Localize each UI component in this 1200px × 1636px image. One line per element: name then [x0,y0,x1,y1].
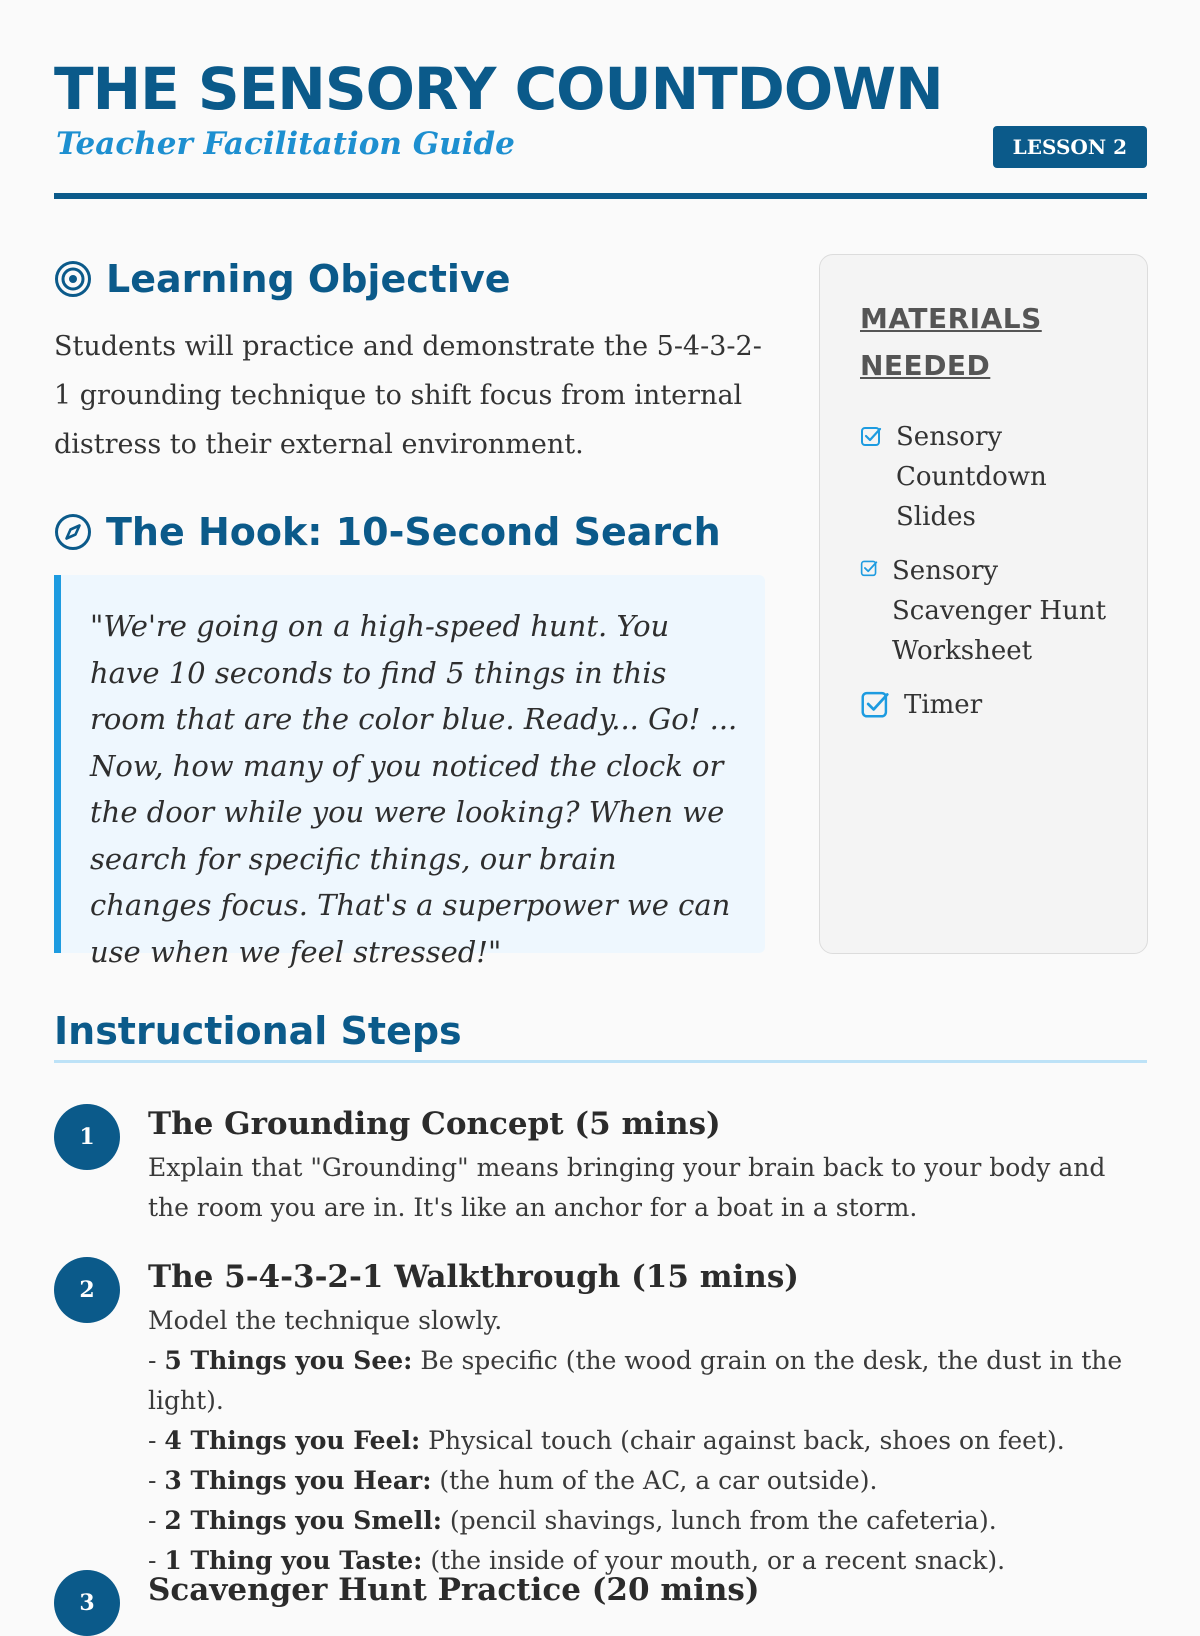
steps-heading: Instructional Steps [54,1009,462,1053]
step-bullet: - 1 Thing you Taste: (the inside of your mouth, or a recent snack). [148,1546,1006,1575]
step-number: 2 [54,1257,120,1323]
checkbox-checked-icon [860,425,882,447]
step-number: 3 [54,1570,120,1636]
step-description: Explain that "Grounding" means bringing your brain back to your body and the room you are in. It's like an anchor for a boat in a storm. [148,1153,1106,1222]
bullet-text: (the inside of your mouth, or a recent snack). [430,1546,1006,1575]
step-title: The Grounding Concept (5 mins) [148,1106,721,1142]
materials-item [860,417,1107,537]
objective-heading-text: Learning Objective [106,257,511,301]
step-title: Scavenger Hunt Practice (20 mins) [148,1572,760,1608]
checkbox-checked-icon [860,559,878,577]
bullet-text: (pencil shavings, lunch from the cafeteria). [449,1506,997,1535]
bullet-text: Physical touch (chair against back, shoes on feet). [428,1426,1065,1455]
step-bullet: - 5 Things you See: Be specific (the wood grain on the desk, the dust in the light). [148,1346,1123,1415]
compass-icon [54,513,92,551]
objective-heading [54,256,511,302]
target-icon [54,260,92,298]
lesson-badge: LESSON 2 [993,126,1147,168]
hook-quote: "We're going on a high-speed hunt. You have 10 seconds to find 5 things in this room that are the color blue. Ready... Go! ... Now, how many of you noticed the clock or the door while you were looking? When we search for specific things, our brain changes focus. That's a superpower we can use when we feel stressed!" [54,575,765,953]
bullet-label: 2 Things you Smell: [164,1506,442,1535]
page-subtitle: Teacher Facilitation Guide [56,126,515,162]
materials-item-label: Sensory Scavenger Hunt Worksheet [892,556,1107,666]
bullet-label: 4 Things you Feel: [164,1426,421,1455]
materials-panel [819,254,1148,954]
header-divider [54,193,1147,199]
step-bullet: - 2 Things you Smell: (pencil shavings, lunch from the cafeteria). [148,1506,997,1535]
materials-title: MATERIALS NEEDED [860,302,1042,382]
page-title: THE SENSORY COUNTDOWN [54,55,943,123]
step-description: Model the technique slowly. [148,1306,503,1335]
objective-text: Students will practice and demonstrate the 5-4-3-2-1 grounding technique to shift focus from internal distress to their external environment. [54,331,762,460]
bullet-label: 3 Things you Hear: [164,1466,432,1495]
checkbox-checked-icon [860,689,890,719]
step-number: 1 [54,1104,120,1170]
materials-item [860,551,1107,671]
bullet-text: Be specific (the wood grain on the desk, the dust in the light). [148,1346,1123,1415]
materials-item [860,685,1107,725]
bullet-label: 5 Things you See: [164,1346,413,1375]
step-bullet: - 3 Things you Hear: (the hum of the AC, a car outside). [148,1466,878,1495]
bullet-text: (the hum of the AC, a car outside). [439,1466,878,1495]
step-title: The 5-4-3-2-1 Walkthrough (15 mins) [148,1259,799,1295]
materials-item-label: Timer [904,690,983,720]
hook-heading [54,509,721,555]
materials-item-label: Sensory Countdown Slides [896,422,1047,532]
bullet-label: 1 Thing you Taste: [164,1546,423,1575]
hook-heading-text: The Hook: 10-Second Search [106,510,721,554]
step-bullet: - 4 Things you Feel: Physical touch (chair against back, shoes on feet). [148,1426,1065,1455]
steps-divider [54,1060,1147,1063]
